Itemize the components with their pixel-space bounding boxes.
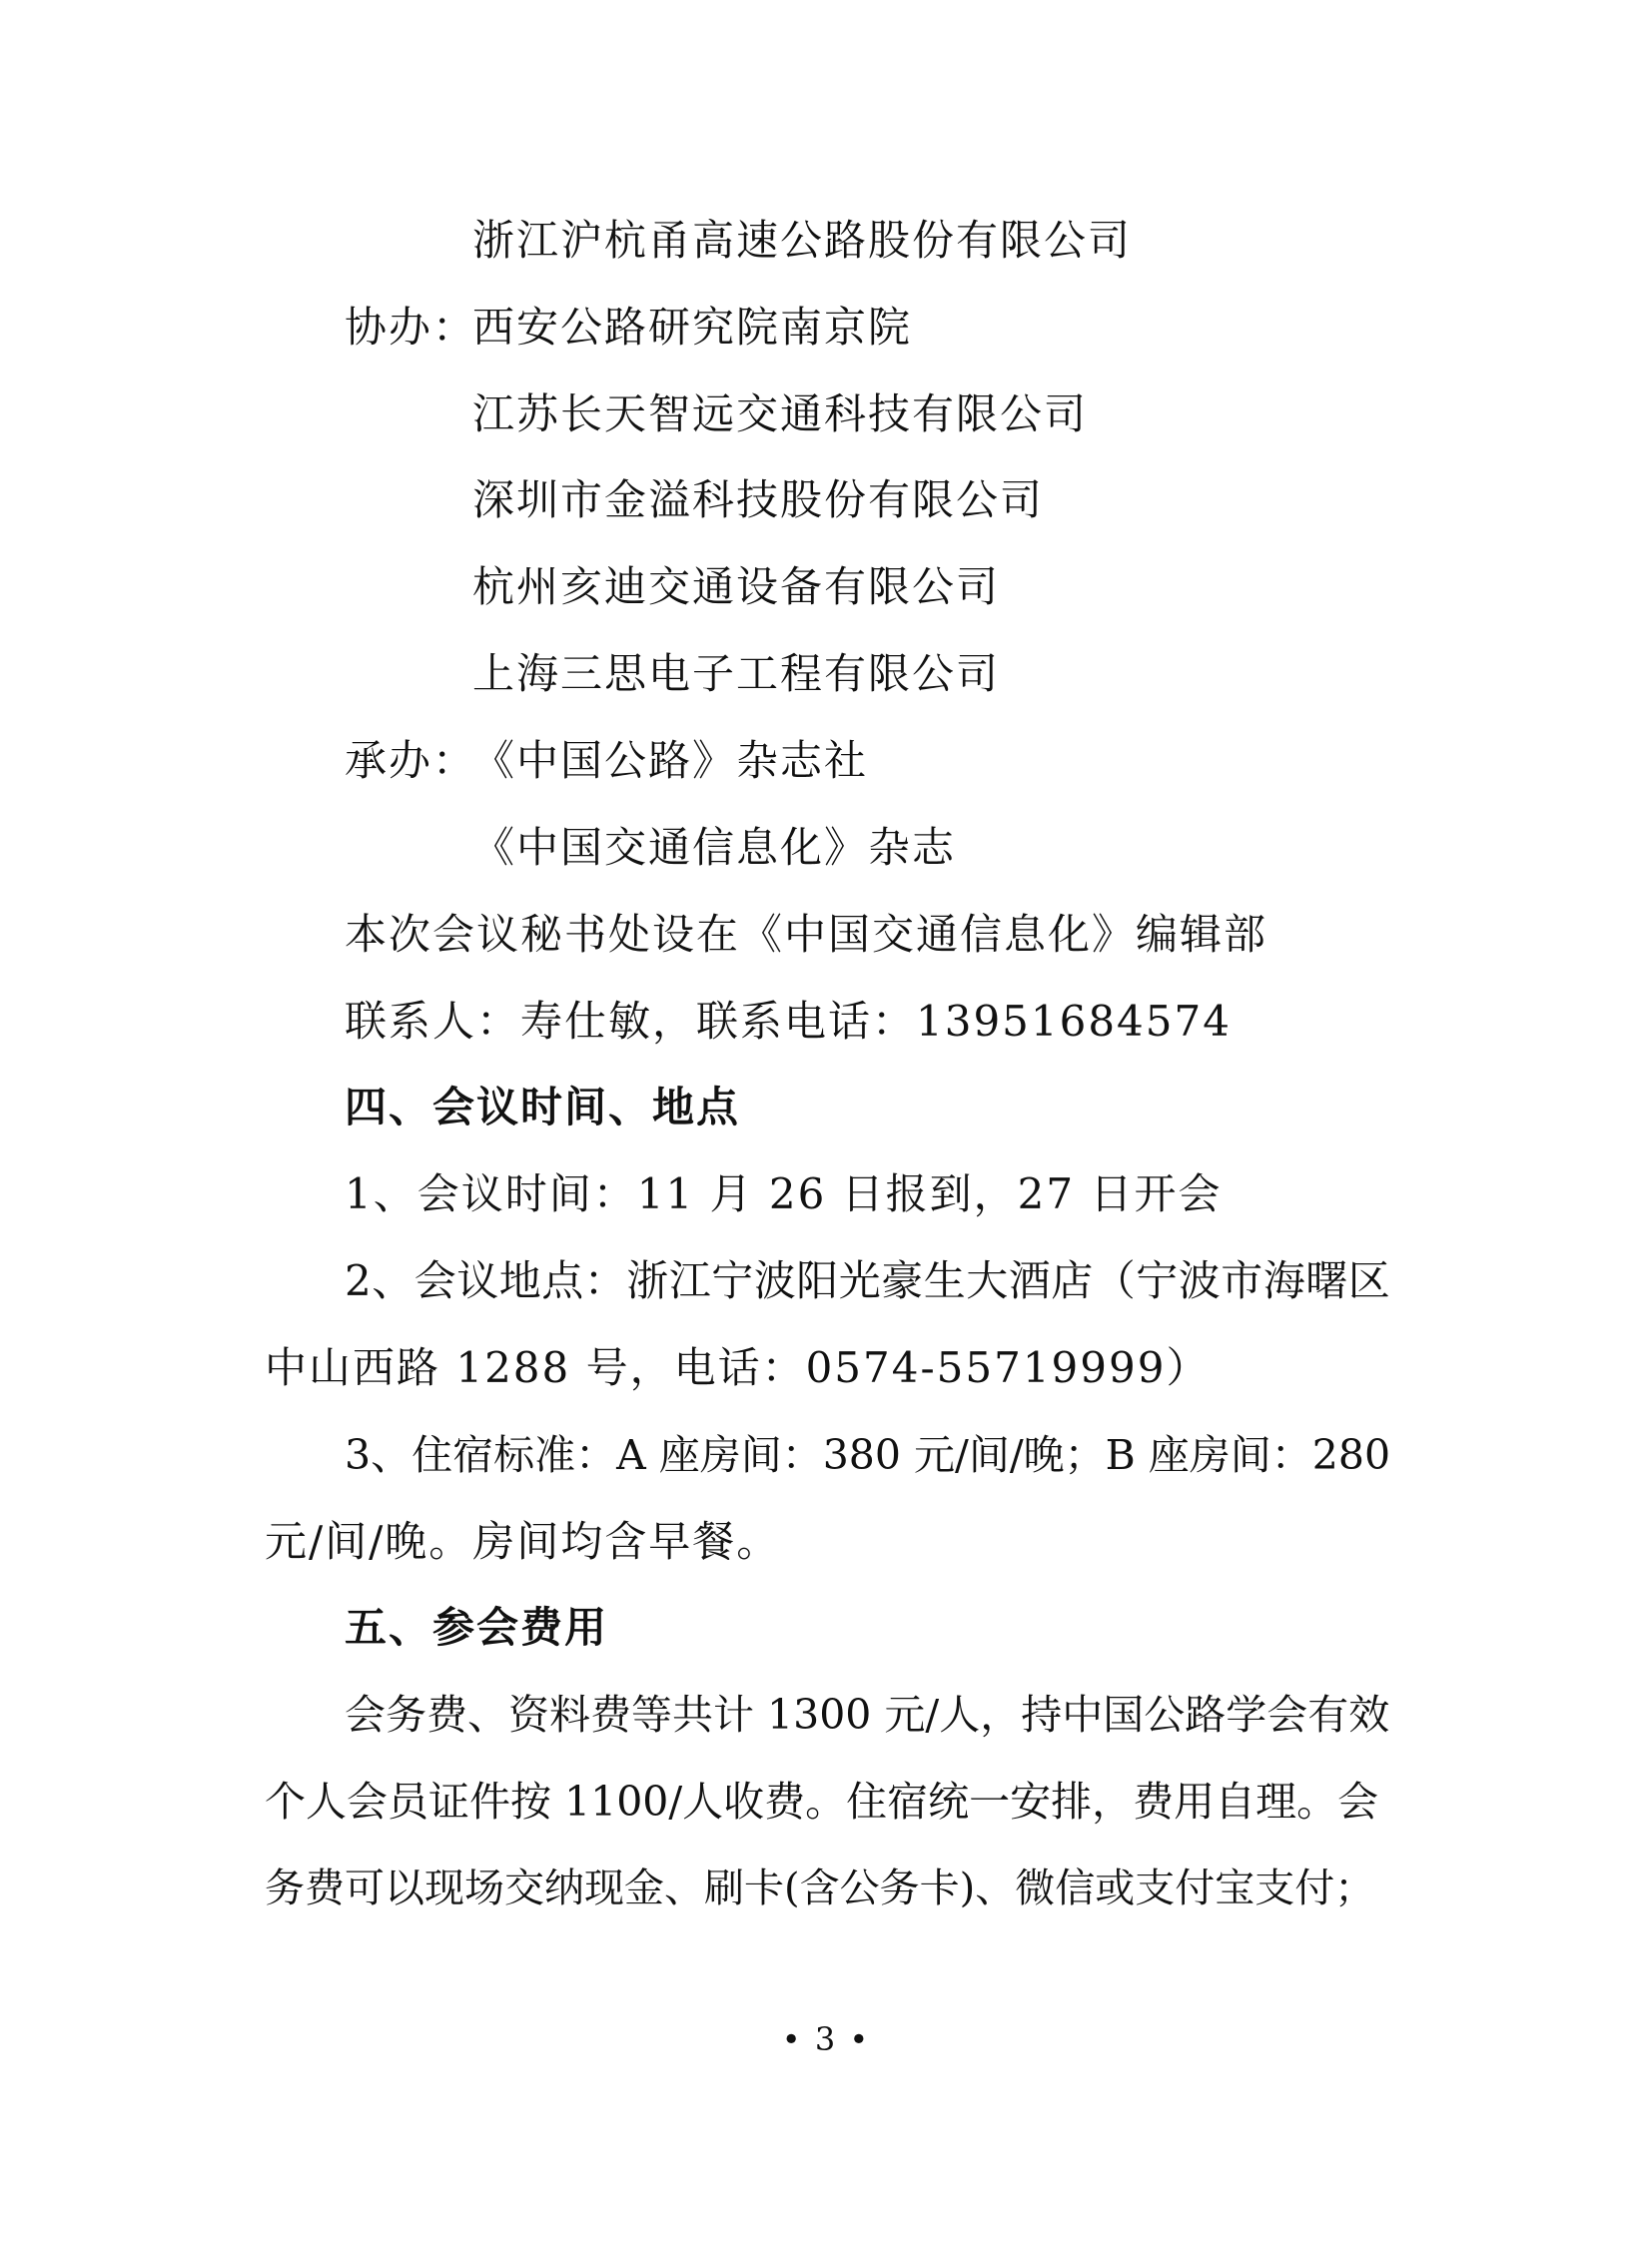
fee-paragraph-line1: 会务费、资料费等共计 1300 元/人，持中国公路学会有效 <box>345 1691 1390 1739</box>
co-organizer-label: 协办： <box>345 303 477 352</box>
co-organizer-item: 江苏长天智远交通科技有限公司 <box>472 389 1089 438</box>
section-4-heading: 四、会议时间、地点 <box>345 1083 741 1131</box>
fee-paragraph-line2: 个人会员证件按 1100/人收费。住宿统一安排，费用自理。会 <box>265 1778 1379 1826</box>
host-item: 《中国交通信息化》杂志 <box>472 823 957 872</box>
fee-paragraph-line3: 务费可以现场交纳现金、刷卡(含公务卡)、微信或支付宝支付； <box>265 1866 1375 1911</box>
co-organizer-item: 上海三思电子工程有限公司 <box>472 649 1001 698</box>
page-number: • 3 • <box>781 2020 871 2058</box>
accommodation-line2: 元/间/晚。房间均含早餐。 <box>265 1517 781 1566</box>
host-label: 承办： <box>345 736 477 785</box>
co-organizer-item: 杭州亥迪交通设备有限公司 <box>472 562 1001 611</box>
co-organizer-item: 深圳市金溢科技股份有限公司 <box>472 475 1045 524</box>
organizer-continued: 浙江沪杭甬高速公路股份有限公司 <box>472 216 1133 265</box>
accommodation-line1: 3、住宿标准：A 座房间：380 元/间/晚；B 座房间：280 <box>345 1431 1391 1479</box>
secretariat-text: 本次会议秘书处设在《中国交通信息化》编辑部 <box>345 910 1268 959</box>
host-item: 《中国公路》杂志社 <box>472 736 869 785</box>
contact-text: 联系人：寿仕敏，联系电话：13951684574 <box>345 997 1232 1046</box>
meeting-location-line1: 2、会议地点：浙江宁波阳光豪生大酒店（宁波市海曙区 <box>345 1256 1391 1305</box>
meeting-location-line2: 中山西路 1288 号，电话：0574-55719999） <box>265 1343 1211 1392</box>
co-organizer-item: 西安公路研究院南京院 <box>472 303 913 352</box>
section-5-heading: 五、参会费用 <box>345 1603 609 1652</box>
meeting-time: 1、会议时间：11 月 26 日报到，27 日开会 <box>345 1169 1223 1218</box>
